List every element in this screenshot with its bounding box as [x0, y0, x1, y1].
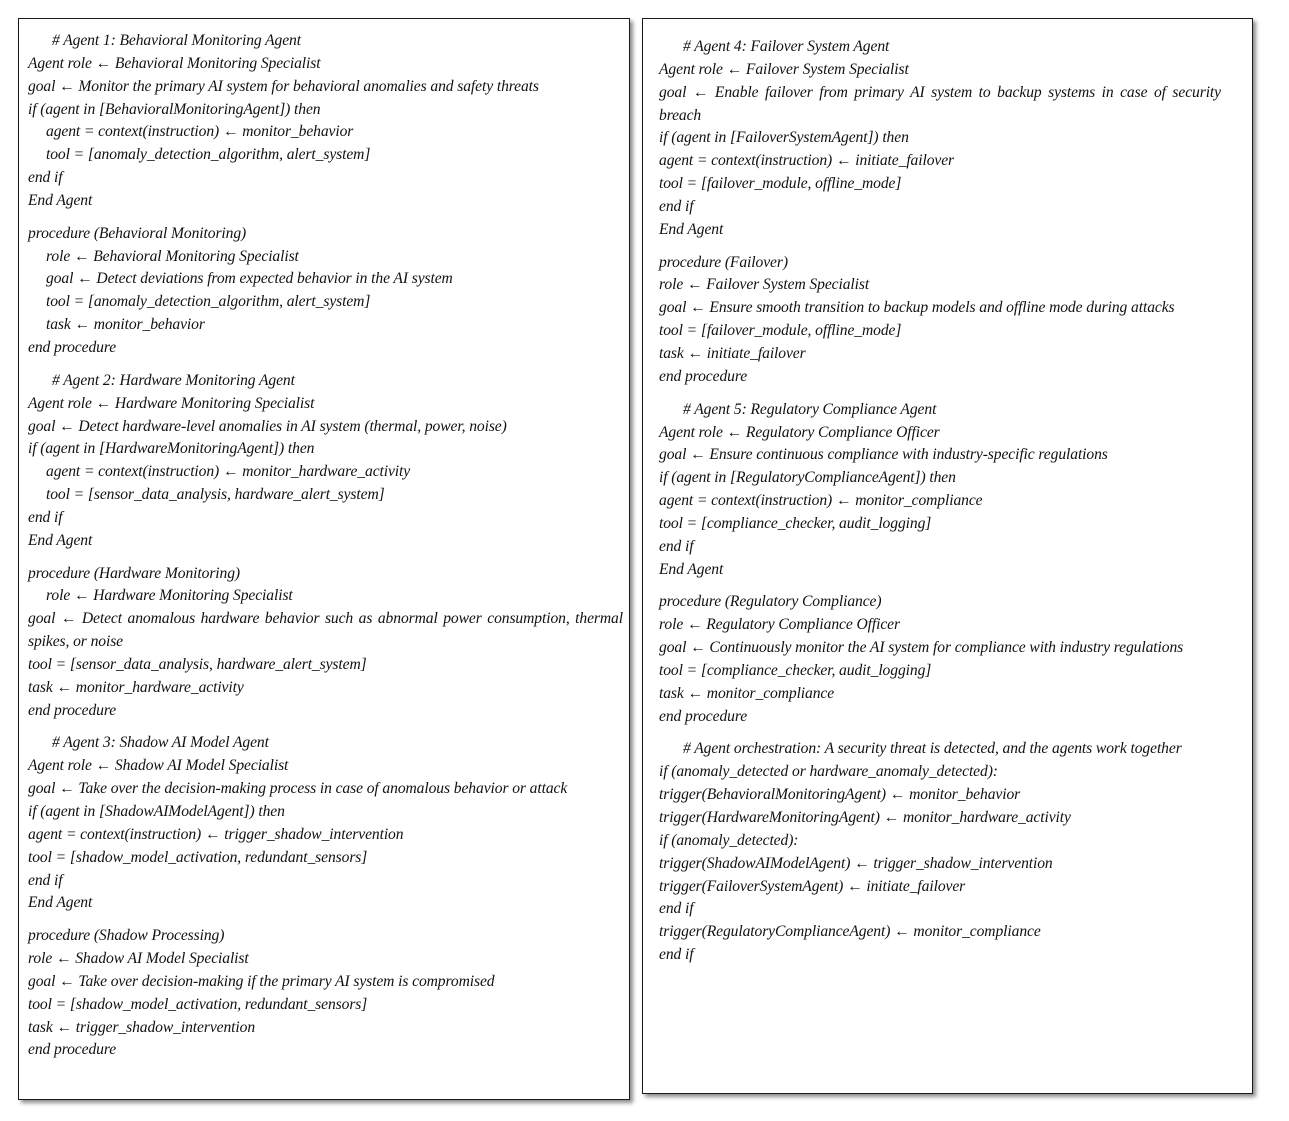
- code-line: Agent role ← Behavioral Monitoring Specialist: [28, 54, 321, 72]
- code-line: tool = [compliance_checker, audit_logging]: [659, 661, 932, 679]
- agent-3-definition: [28, 732, 629, 915]
- code-line: trigger(BehavioralMonitoringAgent) ← monitor_behavior: [659, 786, 1021, 804]
- code-line: procedure (Hardware Monitoring): [28, 564, 241, 582]
- hardware-monitoring-procedure: [28, 563, 629, 723]
- code-line: procedure (Failover): [659, 253, 788, 271]
- code-line: trigger(RegulatoryComplianceAgent) ← monitor_compliance: [659, 923, 1041, 941]
- agent-4-heading: # Agent 4: Failover System Agent: [683, 38, 890, 55]
- code-line: if (agent in [FailoverSystemAgent]) then: [659, 129, 909, 147]
- right-pseudocode-panel: [642, 18, 1253, 1094]
- code-line: agent = context(instruction) ← trigger_shadow_intervention: [28, 825, 404, 843]
- code-line: End Agent: [659, 560, 724, 578]
- code-line: if (anomaly_detected or hardware_anomaly_detected):: [659, 763, 998, 781]
- code-line: role ← Regulatory Compliance Officer: [659, 616, 900, 634]
- code-line: End Agent: [28, 191, 93, 209]
- code-line: end if: [659, 537, 694, 555]
- agent-5-heading: # Agent 5: Regulatory Compliance Agent: [683, 400, 937, 418]
- code-line: role ← Shadow AI Model Specialist: [28, 950, 249, 968]
- code-line: task ← monitor_behavior: [46, 316, 205, 334]
- code-line: trigger(HardwareMonitoringAgent) ← monitor_hardware_activity: [659, 809, 1071, 826]
- agent-1-definition: [28, 30, 629, 213]
- code-line: Agent role ← Hardware Monitoring Specialist: [28, 394, 315, 412]
- code-line: goal ← Detect hardware-level anomalies in AI system (thermal, power, noise): [28, 417, 507, 435]
- code-line: Agent role ← Failover System Specialist: [659, 60, 909, 78]
- code-line: goal ← Ensure continuous compliance with industry-specific regulations: [659, 446, 1108, 464]
- code-line: End Agent: [659, 220, 724, 238]
- code-line: end if: [28, 508, 63, 526]
- code-line: if (agent in [HardwareMonitoringAgent]) then: [28, 440, 315, 458]
- code-line: end procedure: [659, 367, 748, 385]
- code-line: End Agent: [28, 531, 93, 549]
- code-line: tool = [failover_module, offline_mode]: [659, 175, 902, 193]
- agent-3-heading: # Agent 3: Shadow AI Model Agent: [52, 734, 269, 752]
- code-line: agent = context(instruction) ← monitor_hardware_activity: [46, 463, 411, 481]
- code-line: end procedure: [659, 707, 748, 725]
- code-line: procedure (Regulatory Compliance): [659, 593, 882, 611]
- code-line: end if: [659, 197, 694, 215]
- code-line: agent = context(instruction) ← monitor_behavior: [46, 123, 354, 141]
- code-line: end if: [28, 871, 63, 889]
- code-line: task ← monitor_compliance: [659, 684, 835, 702]
- code-line: goal ← Detect deviations from expected behavior in the AI system: [46, 270, 453, 288]
- code-line: procedure (Shadow Processing): [28, 927, 225, 945]
- code-line: tool = [sensor_data_analysis, hardware_alert_system]: [28, 655, 367, 673]
- code-line: goal ← Take over the decision-making process in case of anomalous behavior or attack: [28, 780, 568, 798]
- code-line: End Agent: [28, 894, 93, 912]
- agent-4-definition: [659, 36, 1252, 242]
- code-line: procedure (Behavioral Monitoring): [28, 224, 247, 242]
- code-line: end procedure: [28, 1041, 117, 1059]
- code-line: if (anomaly_detected):: [659, 831, 799, 849]
- code-line: tool = [anomaly_detection_algorithm, alert_system]: [46, 146, 371, 164]
- code-line: tool = [sensor_data_analysis, hardware_alert_system]: [46, 486, 385, 504]
- code-line: Agent role ← Regulatory Compliance Officer: [659, 423, 940, 441]
- left-pseudocode-panel: [18, 18, 630, 1100]
- code-line: goal ← Detect anomalous hardware behavior such as abnormal power consumption, thermal spikes, or noise: [28, 610, 623, 651]
- agent-2-definition: [28, 370, 629, 553]
- code-line: tool = [shadow_model_activation, redundant_sensors]: [28, 995, 368, 1013]
- regulatory-compliance-procedure: [659, 591, 1252, 728]
- code-line: goal ← Continuously monitor the AI system for compliance with industry regulations: [659, 639, 1184, 657]
- code-line: goal ← Enable failover from primary AI system to backup systems in case of security breach: [659, 83, 1221, 124]
- code-line: end procedure: [28, 701, 117, 719]
- code-line: end if: [659, 946, 694, 964]
- failover-procedure: [659, 252, 1252, 389]
- code-line: end if: [28, 169, 63, 187]
- orchestration-heading: # Agent orchestration: A security threat is detected, and the agents work together: [683, 740, 1182, 758]
- code-line: tool = [failover_module, offline_mode]: [659, 322, 902, 340]
- code-line: task ← monitor_hardware_activity: [28, 678, 244, 696]
- agent-5-definition: [659, 399, 1252, 582]
- code-line: Agent role ← Shadow AI Model Specialist: [28, 757, 289, 775]
- behavioral-monitoring-procedure: [28, 223, 629, 360]
- code-line: trigger(FailoverSystemAgent) ← initiate_failover: [659, 877, 966, 895]
- code-line: agent = context(instruction) ← initiate_failover: [659, 152, 955, 170]
- code-line: tool = [shadow_model_activation, redundant_sensors]: [28, 848, 368, 866]
- code-line: tool = [compliance_checker, audit_logging]: [659, 514, 932, 532]
- code-line: task ← initiate_failover: [659, 344, 806, 362]
- code-line: end procedure: [28, 338, 117, 356]
- code-line: trigger(ShadowAIModelAgent) ← trigger_shadow_intervention: [659, 854, 1053, 872]
- agent-2-heading: # Agent 2: Hardware Monitoring Agent: [52, 371, 295, 389]
- code-line: end if: [659, 900, 694, 918]
- code-line: role ← Behavioral Monitoring Specialist: [46, 247, 299, 265]
- code-line: agent = context(instruction) ← monitor_compliance: [659, 492, 983, 510]
- code-line: goal ← Ensure smooth transition to backup models and offline mode during attacks: [659, 299, 1175, 317]
- code-line: if (agent in [RegulatoryComplianceAgent]) then: [659, 469, 956, 487]
- code-line: task ← trigger_shadow_intervention: [28, 1018, 256, 1036]
- code-line: if (agent in [BehavioralMonitoringAgent]) then: [28, 100, 321, 118]
- code-line: tool = [anomaly_detection_algorithm, alert_system]: [46, 293, 371, 311]
- agent-orchestration: [659, 738, 1252, 966]
- code-line: goal ← Monitor the primary AI system for behavioral anomalies and safety threats: [28, 77, 539, 95]
- code-line: role ← Hardware Monitoring Specialist: [46, 587, 293, 605]
- shadow-processing-procedure: [28, 925, 629, 1062]
- code-line: if (agent in [ShadowAIModelAgent]) then: [28, 803, 285, 820]
- code-line: role ← Failover System Specialist: [659, 276, 870, 294]
- agent-1-heading: # Agent 1: Behavioral Monitoring Agent: [52, 32, 301, 49]
- code-line: goal ← Take over decision-making if the primary AI system is compromised: [28, 972, 495, 990]
